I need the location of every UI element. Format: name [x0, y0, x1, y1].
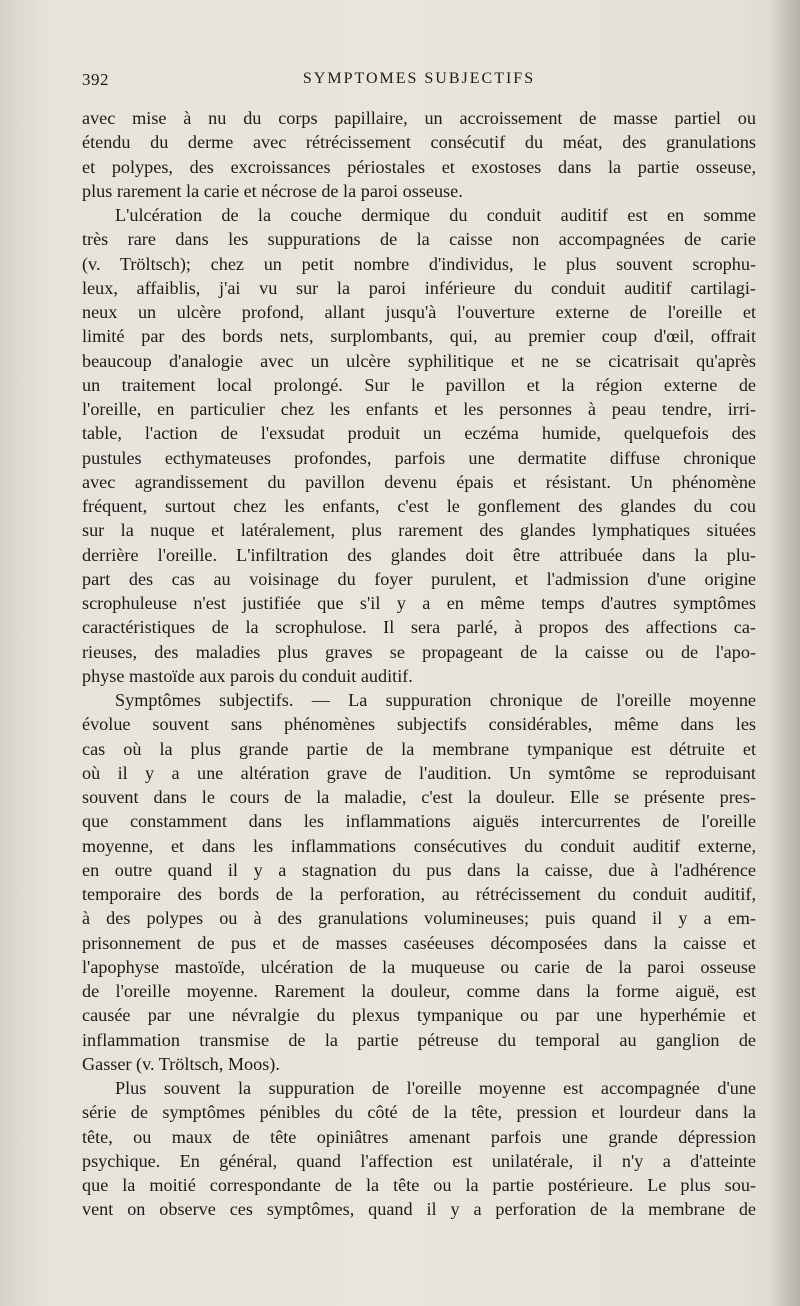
- text-line: inflammation transmise de la partie pétreuse du temporal au ganglion de: [82, 1029, 756, 1050]
- text-line: cas où la plus grande partie de la membrane tympanique est détruite et: [82, 738, 756, 759]
- text-line: causée par une névralgie du plexus tympanique ou par une hyperhémie et: [82, 1005, 756, 1026]
- text-line: où il y a une altération grave de l'audition. Un symtôme se reproduisant: [82, 762, 756, 783]
- text-line: et polypes, des excroissances périostales et exostoses dans la partie osseuse,: [82, 156, 756, 177]
- text-line: très rare dans les suppurations de la caisse non accompagnées de carie: [82, 229, 756, 250]
- text-line: psychique. En général, quand l'affection est unilatérale, il n'y a d'atteinte: [82, 1150, 756, 1171]
- text-line: part des cas au voisinage du foyer purulent, et l'admission d'une origine: [82, 568, 756, 589]
- text-line: neux un ulcère profond, allant jusqu'à l'ouverture externe de l'oreille et: [82, 302, 756, 322]
- text-line: limité par des bords nets, surplombants, qui, au premier coup d'œil, offrait: [82, 326, 756, 347]
- text-line: série de symptômes pénibles du côté de la tête, pression et lourdeur dans la: [82, 1102, 756, 1123]
- text-line: plus rarement la carie et nécrose de la paroi osseuse.: [82, 180, 463, 201]
- text-line: physe mastoïde aux parois du conduit auditif.: [82, 665, 413, 686]
- text-line: (v. Tröltsch); chez un petit nombre d'individus, le plus souvent scrophu-: [82, 253, 756, 274]
- text-line: L'ulcération de la couche dermique du conduit auditif est en somme: [115, 205, 756, 225]
- text-line: Symptômes subjectifs. — La suppuration chronique de l'oreille moyenne: [115, 690, 756, 710]
- text-line: Gasser (v. Tröltsch, Moos).: [82, 1053, 280, 1074]
- text-line: que constamment dans les inflammations aiguës intercurrentes de l'oreille: [82, 811, 756, 832]
- running-title: SYMPTOMES SUBJECTIFS: [302, 70, 536, 87]
- text-line: prisonnement de pus et de masses caséeuses décomposées dans la caisse et: [82, 932, 756, 953]
- text-line: évolue souvent sans phénomènes subjectifs considérables, même dans les: [82, 714, 756, 735]
- text-line: fréquent, surtout chez les enfants, c'est le gonflement des glandes du cou: [82, 496, 756, 516]
- text-line: temporaire des bords de la perforation, au rétrécissement du conduit auditif,: [82, 884, 756, 904]
- page-header: [82, 70, 756, 92]
- text-line: scrophuleuse n'est justifiée que s'il y a en même temps d'autres symptômes: [82, 593, 756, 613]
- text-line: avec agrandissement du pavillon devenu épais et résistant. Un phénomène: [82, 471, 756, 492]
- text-line: à des polypes ou à des granulations volumineuses; puis quand il y a em-: [82, 908, 756, 929]
- text-line: en outre quand il y a stagnation du pus dans la caisse, due à l'adhérence: [82, 859, 756, 880]
- text-line: sur la nuque et latéralement, plus rarement des glandes lymphatiques situées: [82, 520, 756, 541]
- text-line: derrière l'oreille. L'infiltration des glandes doit être attribuée dans la plu-: [82, 544, 756, 565]
- page-edge-shadow: [770, 0, 800, 1306]
- text-line: moyenne, et dans les inflammations consécutives du conduit auditif externe,: [82, 835, 756, 856]
- text-line: vent on observe ces symptômes, quand il y a perforation de la membrane de: [82, 1199, 756, 1220]
- text-line: étendu du derme avec rétrécissement consécutif du méat, des granulations: [82, 132, 756, 153]
- text-line: caractéristiques de la scrophulose. Il sera parlé, à propos des affections ca-: [82, 617, 756, 638]
- body-text: [82, 106, 756, 1222]
- text-line: table, l'action de l'exsudat produit un eczéma humide, quelquefois des: [82, 423, 756, 444]
- text-line: souvent dans le cours de la maladie, c'est la douleur. Elle se présente pres-: [82, 787, 756, 807]
- text-line: tête, ou maux de tête opiniâtres amenant parfois une grande dépression: [82, 1126, 756, 1147]
- text-line: leux, affaiblis, j'ai vu sur la paroi inférieure du conduit auditif cartilagi-: [82, 277, 756, 298]
- text-line: l'oreille, en particulier chez les enfants et les personnes à peau tendre, irri-: [82, 399, 756, 419]
- text-line: Plus souvent la suppuration de l'oreille moyenne est accompagnée d'une: [115, 1078, 756, 1098]
- page-number: 392: [82, 70, 109, 89]
- text-line: un traitement local prolongé. Sur le pavillon et la région externe de: [82, 374, 756, 395]
- text-line: avec mise à nu du corps papillaire, un accroissement de masse partiel ou: [82, 108, 756, 128]
- text-line: l'apophyse mastoïde, ulcération de la muqueuse ou carie de la paroi osseuse: [82, 956, 756, 977]
- text-line: pustules ecthymateuses profondes, parfois une dermatite diffuse chronique: [82, 447, 756, 468]
- text-line: que la moitié correspondante de la tête ou la partie postérieure. Le plus sou-: [82, 1175, 756, 1195]
- text-line: de l'oreille moyenne. Rarement la douleur, comme dans la forme aiguë, est: [82, 981, 756, 1001]
- text-line: rieuses, des maladies plus graves se propageant de la caisse ou de l'apo-: [82, 641, 756, 662]
- text-line: beaucoup d'analogie avec un ulcère syphilitique et ne se cicatrisait qu'après: [82, 350, 756, 371]
